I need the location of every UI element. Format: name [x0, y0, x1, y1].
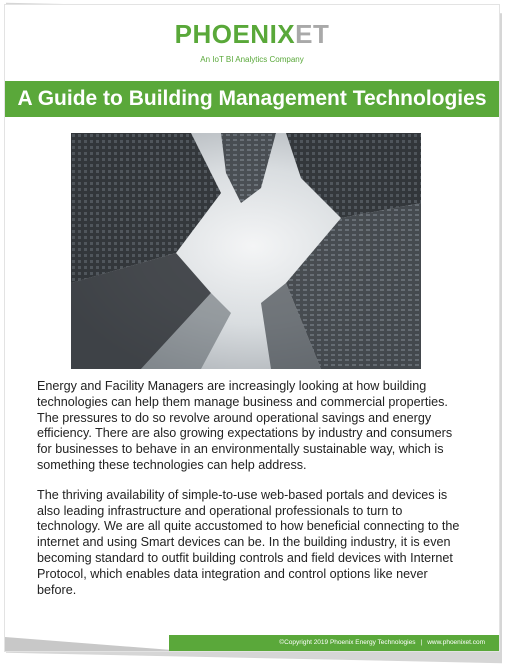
- hero-image: [71, 133, 421, 369]
- footer-text: [279, 635, 485, 651]
- title-banner: [5, 81, 499, 117]
- footer: [5, 635, 499, 651]
- brand-logo: [5, 19, 499, 64]
- document-title: A Guide to Building Management Technologies: [17, 87, 487, 110]
- footer-separator: |: [420, 639, 423, 646]
- paragraph-2: The thriving availability of simple-to-use web-based portals and devices is also leading infrastructure and operational professionals to turn to technology. We are all quite accustomed to how beneficial connecting to the internet and using Smart devices can be. In the building industry, it is even becoming standard to outfit building controls and field devices with Internet Protocol, which enables data integration and control options like never before.: [37, 487, 460, 597]
- skyscrapers-illustration: [71, 133, 421, 369]
- logo-part2: ET: [295, 19, 330, 49]
- body-text: [37, 379, 469, 612]
- paragraph-1: Energy and Facility Managers are increasingly looking at how building technologies can help them manage business and commercial properties. The pressures to do so revolve around operational savings and energy efficiency. There are also growing expectations by industry and consumers for businesses to behave in an environmentally sustainable way, which is something these technologies can help address.: [37, 379, 453, 472]
- footer-wedge: [5, 637, 185, 651]
- footer-copyright: ©Copyright 2019 Phoenix Energy Technologies: [279, 639, 416, 646]
- footer-website[interactable]: www.phoenixet.com: [427, 639, 485, 646]
- logo-tagline: An IoT BI Analytics Company: [200, 55, 304, 64]
- logo-part1: PHOENIX: [174, 19, 296, 49]
- logo-wordmark: [5, 19, 499, 49]
- document-page: [4, 4, 500, 652]
